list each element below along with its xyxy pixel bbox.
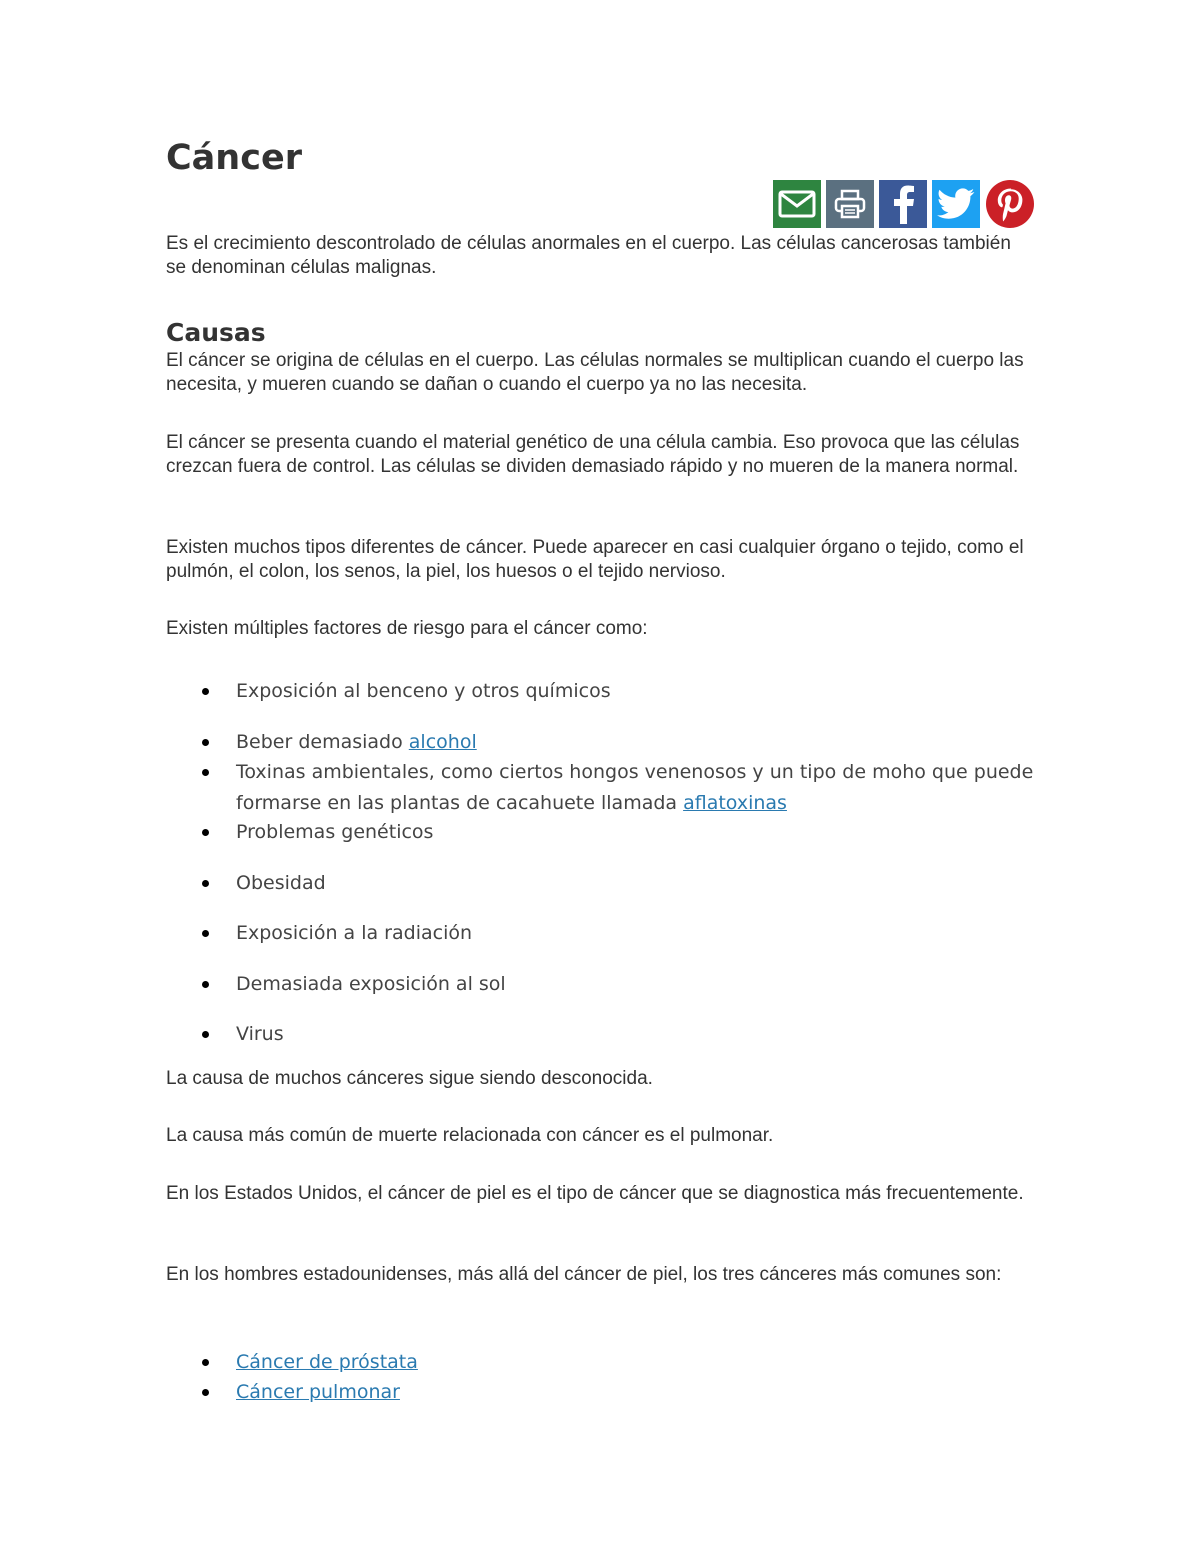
- list-item: [166, 727, 1036, 758]
- bullet-icon: [202, 880, 209, 887]
- alcohol-link[interactable]: alcohol: [408, 731, 477, 753]
- page-title: Cáncer: [166, 138, 302, 178]
- causes-paragraph-8: En los hombres estadounidenses, más allá del cáncer de piel, los tres cánceres más comunes son:: [166, 1264, 1002, 1285]
- bullet-icon: [202, 769, 209, 776]
- share-toolbar: [773, 180, 1035, 228]
- intro-paragraph: Es el crecimiento descontrolado de células anormales en el cuerpo. Las células cancerosas también se denominan células malignas.: [166, 233, 1011, 278]
- list-item: [166, 676, 1036, 707]
- causes-paragraph-5: La causa de muchos cánceres sigue siendo desconocida.: [166, 1068, 653, 1089]
- list-item: [166, 1019, 1036, 1050]
- causes-paragraph-7: En los Estados Unidos, el cáncer de piel es el tipo de cáncer que se diagnostica más frecuentemente.: [166, 1183, 1024, 1204]
- list-item: [166, 868, 1036, 899]
- list-item-text: Obesidad: [236, 872, 326, 894]
- list-item-text: Problemas genéticos: [236, 821, 434, 843]
- facebook-icon: [888, 184, 918, 224]
- causes-paragraph-1: El cáncer se origina de células en el cuerpo. Las células normales se multiplican cuando el cuerpo las necesita, y mueren cuando se dañan o cuando el cuerpo ya no las necesita.: [166, 350, 1024, 395]
- prostate-cancer-link[interactable]: Cáncer de próstata: [236, 1351, 418, 1373]
- list-item-text: Exposición al benceno y otros químicos: [236, 680, 611, 702]
- bullet-icon: [202, 1389, 209, 1396]
- bullet-icon: [202, 829, 209, 836]
- list-item: [166, 757, 1036, 819]
- list-item: [166, 969, 1036, 1000]
- bullet-icon: [202, 981, 209, 988]
- aflatoxinas-link[interactable]: aflatoxinas: [683, 792, 787, 814]
- causes-paragraph-6: La causa más común de muerte relacionada con cáncer es el pulmonar.: [166, 1125, 774, 1146]
- list-item-text: Virus: [236, 1023, 284, 1045]
- print-icon: [834, 189, 866, 219]
- list-item: [166, 918, 1036, 949]
- list-item-text: Beber demasiado: [236, 731, 403, 753]
- email-share-button[interactable]: [773, 180, 821, 228]
- pinterest-icon: [985, 179, 1035, 229]
- section-heading-causes: Causas: [166, 318, 266, 347]
- bullet-icon: [202, 930, 209, 937]
- list-item-text: Exposición a la radiación: [236, 922, 473, 944]
- bullet-icon: [202, 1359, 209, 1366]
- lung-cancer-link[interactable]: Cáncer pulmonar: [236, 1381, 400, 1403]
- pinterest-share-button[interactable]: [985, 180, 1035, 228]
- list-item: [166, 1377, 1036, 1408]
- facebook-share-button[interactable]: [879, 180, 927, 228]
- list-item-text: Toxinas ambientales, como ciertos hongos venenosos y un tipo de moho que puede formarse en las plantas de cacahuete llamada: [236, 761, 1034, 814]
- twitter-share-button[interactable]: [932, 180, 980, 228]
- list-item-text: Demasiada exposición al sol: [236, 973, 506, 995]
- causes-paragraph-4: Existen múltiples factores de riesgo para el cáncer como:: [166, 618, 648, 639]
- bullet-icon: [202, 739, 209, 746]
- print-button[interactable]: [826, 180, 874, 228]
- list-item: [166, 817, 1036, 848]
- twitter-icon: [937, 188, 975, 220]
- causes-paragraph-3: Existen muchos tipos diferentes de cáncer. Puede aparecer en casi cualquier órgano o tejido, como el pulmón, el colon, los senos, la piel, los huesos o el tejido nervioso.: [166, 537, 1024, 582]
- email-icon: [777, 189, 817, 219]
- causes-paragraph-2: El cáncer se presenta cuando el material genético de una célula cambia. Eso provoca que las células crezcan fuera de control. Las células se dividen demasiado rápido y no mueren de la manera normal.: [166, 432, 1020, 477]
- bullet-icon: [202, 1031, 209, 1038]
- bullet-icon: [202, 688, 209, 695]
- list-item: [166, 1347, 1036, 1378]
